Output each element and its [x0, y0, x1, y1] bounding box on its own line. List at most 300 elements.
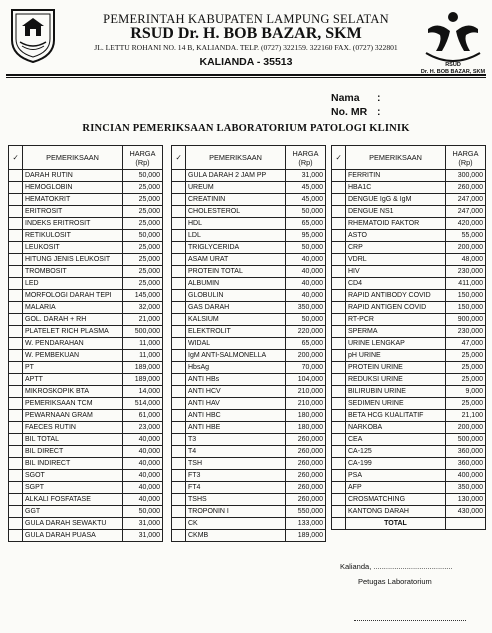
item-name: CKMB — [186, 530, 286, 542]
table-row — [172, 374, 326, 386]
item-name: CHOLESTEROL — [186, 206, 286, 218]
item-price: 21,000 — [123, 314, 163, 326]
item-price: 260,000 — [286, 470, 326, 482]
table-row — [9, 374, 163, 386]
item-name: LED — [23, 278, 123, 290]
check-cell[interactable] — [172, 170, 186, 182]
item-name: MALARIA — [23, 302, 123, 314]
table-row — [332, 194, 486, 206]
item-price: 260,000 — [286, 446, 326, 458]
item-header: PEMERIKSAAN — [23, 146, 123, 170]
item-price: 25,000 — [446, 398, 486, 410]
item-name: HDL — [186, 218, 286, 230]
table-row — [172, 446, 326, 458]
price-header-line1: HARGA — [452, 148, 479, 158]
item-price: 180,000 — [286, 422, 326, 434]
item-price: 50,000 — [123, 170, 163, 182]
check-cell[interactable] — [332, 254, 346, 266]
check-cell[interactable] — [9, 398, 23, 410]
item-price: 21,100 — [446, 410, 486, 422]
item-price: 40,000 — [123, 470, 163, 482]
check-cell[interactable] — [332, 278, 346, 290]
price-header-line2: (Rp) — [458, 157, 473, 167]
item-name: BIL TOTAL — [23, 434, 123, 446]
check-cell[interactable] — [172, 506, 186, 518]
check-cell[interactable] — [9, 230, 23, 242]
check-cell[interactable] — [172, 218, 186, 230]
item-price: 200,000 — [286, 350, 326, 362]
item-name: DENGUE IgG & IgM — [346, 194, 446, 206]
item-name: RAPID ANTIBODY COVID — [346, 290, 446, 302]
item-name: GOL. DARAH + RH — [23, 314, 123, 326]
item-price: 45,000 — [286, 182, 326, 194]
check-cell[interactable] — [332, 290, 346, 302]
item-price: 360,000 — [446, 458, 486, 470]
item-price: 50,000 — [286, 314, 326, 326]
item-price: 40,000 — [286, 266, 326, 278]
check-cell[interactable] — [332, 374, 346, 386]
item-price: 25,000 — [123, 278, 163, 290]
table-row — [332, 386, 486, 398]
item-price: 25,000 — [123, 206, 163, 218]
check-cell[interactable] — [172, 350, 186, 362]
table-row — [332, 362, 486, 374]
table-row — [332, 290, 486, 302]
table-row — [172, 290, 326, 302]
item-name: TSHS — [186, 494, 286, 506]
table-row — [9, 362, 163, 374]
table-row — [172, 206, 326, 218]
check-cell[interactable] — [172, 314, 186, 326]
check-cell[interactable] — [9, 314, 23, 326]
item-price: 247,000 — [446, 194, 486, 206]
table-row — [332, 242, 486, 254]
lab-table-2 — [171, 145, 326, 542]
check-cell[interactable] — [172, 206, 186, 218]
table-row — [9, 326, 163, 338]
item-price: 189,000 — [286, 530, 326, 542]
table-row — [332, 338, 486, 350]
item-name: GAS DARAH — [186, 302, 286, 314]
item-name: ERITROSIT — [23, 206, 123, 218]
item-name: RAPID ANTIGEN COVID — [346, 302, 446, 314]
table-row — [172, 482, 326, 494]
item-name: ALKALI FOSFATASE — [23, 494, 123, 506]
table-row — [332, 518, 486, 530]
check-cell[interactable] — [9, 410, 23, 422]
check-cell[interactable] — [172, 242, 186, 254]
check-cell[interactable] — [172, 362, 186, 374]
item-name: CA-199 — [346, 458, 446, 470]
check-cell[interactable] — [172, 494, 186, 506]
lab-table-3 — [331, 145, 486, 530]
check-cell[interactable] — [172, 458, 186, 470]
table-row — [9, 434, 163, 446]
check-cell[interactable] — [9, 338, 23, 350]
table-row — [172, 530, 326, 542]
table-row — [172, 194, 326, 206]
check-cell[interactable] — [172, 482, 186, 494]
check-cell[interactable] — [9, 422, 23, 434]
regency-seal-logo — [8, 6, 58, 64]
item-price: 31,000 — [286, 170, 326, 182]
item-name: CEA — [346, 434, 446, 446]
item-name: CD4 — [346, 278, 446, 290]
check-cell[interactable] — [332, 422, 346, 434]
table-row — [332, 446, 486, 458]
check-cell[interactable] — [332, 230, 346, 242]
check-cell[interactable] — [332, 398, 346, 410]
check-cell[interactable] — [9, 170, 23, 182]
item-price: 430,000 — [446, 506, 486, 518]
item-name: GULA DARAH 2 JAM PP — [186, 170, 286, 182]
item-name: CRP — [346, 242, 446, 254]
item-price: 11,000 — [123, 338, 163, 350]
item-name: PLATELET RICH PLASMA — [23, 326, 123, 338]
table-row — [332, 218, 486, 230]
table-row — [9, 314, 163, 326]
check-cell[interactable] — [9, 374, 23, 386]
check-cell[interactable] — [332, 314, 346, 326]
table-row — [9, 518, 163, 530]
check-cell[interactable] — [9, 242, 23, 254]
check-cell[interactable] — [332, 518, 346, 530]
item-name: TROPONIN I — [186, 506, 286, 518]
item-price: 40,000 — [123, 434, 163, 446]
hospital-name: RSUD Dr. H. BOB BAZAR, SKM — [130, 25, 362, 42]
table-row — [9, 218, 163, 230]
table-row — [332, 266, 486, 278]
check-cell[interactable] — [9, 254, 23, 266]
item-price: 25,000 — [123, 242, 163, 254]
table-row — [172, 410, 326, 422]
item-price: 260,000 — [286, 458, 326, 470]
check-cell[interactable] — [9, 206, 23, 218]
item-price: 47,000 — [446, 338, 486, 350]
table-row — [172, 422, 326, 434]
table-row — [172, 362, 326, 374]
table-row — [332, 206, 486, 218]
item-price: 25,000 — [123, 254, 163, 266]
item-price: 150,000 — [446, 290, 486, 302]
table-header-row — [9, 146, 163, 170]
table-row — [9, 242, 163, 254]
item-price: 350,000 — [446, 482, 486, 494]
check-cell[interactable] — [332, 206, 346, 218]
item-name: W. PEMBEKUAN — [23, 350, 123, 362]
table-row — [332, 494, 486, 506]
check-cell[interactable] — [332, 470, 346, 482]
table-row — [332, 302, 486, 314]
item-name: W. PENDARAHAN — [23, 338, 123, 350]
check-cell[interactable] — [332, 350, 346, 362]
item-name: CA-125 — [346, 446, 446, 458]
item-price: 40,000 — [123, 494, 163, 506]
check-cell[interactable] — [9, 458, 23, 470]
table-row — [9, 506, 163, 518]
table-row — [172, 386, 326, 398]
item-price: 25,000 — [446, 374, 486, 386]
item-name: KANTONG DARAH — [346, 506, 446, 518]
item-name: ANTI HBs — [186, 374, 286, 386]
item-price: 350,000 — [286, 302, 326, 314]
table-row — [9, 422, 163, 434]
check-cell[interactable] — [9, 530, 23, 542]
table-row — [9, 530, 163, 542]
price-header-line2: (Rp) — [298, 157, 313, 167]
check-cell[interactable] — [9, 446, 23, 458]
item-price: 25,000 — [123, 182, 163, 194]
table-row — [172, 398, 326, 410]
table-header-row — [332, 146, 486, 170]
check-cell[interactable] — [332, 458, 346, 470]
price-header-line1: HARGA — [292, 148, 319, 158]
item-price: 9,000 — [446, 386, 486, 398]
check-cell[interactable] — [9, 494, 23, 506]
item-name: SGPT — [23, 482, 123, 494]
item-name: ELEKTROLIT — [186, 326, 286, 338]
check-cell[interactable] — [332, 326, 346, 338]
table-row — [9, 470, 163, 482]
check-cell[interactable] — [9, 386, 23, 398]
nama-label: Nama — [331, 92, 360, 104]
price-header — [286, 146, 326, 170]
table-row — [172, 254, 326, 266]
check-cell[interactable] — [172, 254, 186, 266]
table-row — [172, 314, 326, 326]
item-name: T4 — [186, 446, 286, 458]
check-cell[interactable] — [9, 506, 23, 518]
check-cell[interactable] — [332, 182, 346, 194]
item-price: 50,000 — [286, 206, 326, 218]
item-price: 14,000 — [123, 386, 163, 398]
table-row — [332, 434, 486, 446]
document-title: RINCIAN PEMERIKSAAN LABORATORIUM PATOLOGI KLINIK — [82, 123, 410, 134]
table-row — [332, 278, 486, 290]
check-cell[interactable] — [332, 410, 346, 422]
check-cell[interactable] — [9, 470, 23, 482]
check-cell[interactable] — [9, 194, 23, 206]
item-price: 247,000 — [446, 206, 486, 218]
hospital-logo-label: RSUD Dr. H. BOB BAZAR, SKM — [420, 62, 486, 75]
lab-table-1 — [8, 145, 163, 542]
item-price: 133,000 — [286, 518, 326, 530]
table-row — [332, 470, 486, 482]
item-name: HEMATOKRIT — [23, 194, 123, 206]
item-price: 104,000 — [286, 374, 326, 386]
item-price: 260,000 — [446, 182, 486, 194]
table-row — [9, 398, 163, 410]
check-cell[interactable] — [332, 242, 346, 254]
check-cell[interactable] — [9, 182, 23, 194]
check-cell[interactable] — [332, 506, 346, 518]
item-price: 25,000 — [123, 194, 163, 206]
check-cell[interactable] — [172, 374, 186, 386]
check-cell[interactable] — [332, 494, 346, 506]
item-name: BILIRUBIN URINE — [346, 386, 446, 398]
check-cell[interactable] — [172, 302, 186, 314]
check-cell[interactable] — [332, 434, 346, 446]
item-name: T3 — [186, 434, 286, 446]
table-row — [332, 374, 486, 386]
item-name: CK — [186, 518, 286, 530]
item-name: VDRL — [346, 254, 446, 266]
table-row — [332, 182, 486, 194]
check-cell[interactable] — [9, 218, 23, 230]
check-cell[interactable] — [9, 434, 23, 446]
item-price: 210,000 — [286, 398, 326, 410]
check-cell[interactable] — [172, 338, 186, 350]
table-row — [9, 254, 163, 266]
item-name: RT-PCR — [346, 314, 446, 326]
item-name: ANTI HBC — [186, 410, 286, 422]
item-name: TRIGLYCERIDA — [186, 242, 286, 254]
item-price: 50,000 — [123, 230, 163, 242]
table-row — [172, 458, 326, 470]
check-cell[interactable] — [172, 422, 186, 434]
item-name: HITUNG JENIS LEUKOSIT — [23, 254, 123, 266]
item-price: 31,000 — [123, 530, 163, 542]
signature-line — [354, 620, 466, 621]
hospital-address: JL. LETTU ROHANI NO. 14 B, KALIANDA. TELP. (0727) 322159. 322160 FAX. (0727) 322801 — [94, 43, 398, 52]
check-cell[interactable] — [172, 470, 186, 482]
check-cell[interactable] — [332, 482, 346, 494]
table-row — [332, 410, 486, 422]
item-name: PROTEIN URINE — [346, 362, 446, 374]
item-name: PT — [23, 362, 123, 374]
item-price: 230,000 — [446, 266, 486, 278]
check-cell[interactable] — [9, 482, 23, 494]
item-price: 50,000 — [123, 506, 163, 518]
table-row — [332, 314, 486, 326]
check-cell[interactable] — [172, 182, 186, 194]
item-price: 210,000 — [286, 386, 326, 398]
table-row — [172, 338, 326, 350]
table-row — [172, 494, 326, 506]
item-price: 500,000 — [446, 434, 486, 446]
table-row — [9, 446, 163, 458]
item-name: TSH — [186, 458, 286, 470]
table-row — [332, 350, 486, 362]
table-row — [172, 170, 326, 182]
check-cell[interactable] — [172, 518, 186, 530]
check-cell[interactable] — [9, 302, 23, 314]
item-name: CREATININ — [186, 194, 286, 206]
check-cell[interactable] — [9, 518, 23, 530]
check-cell[interactable] — [9, 350, 23, 362]
item-name: APTT — [23, 374, 123, 386]
item-name: HBA1C — [346, 182, 446, 194]
check-cell[interactable] — [172, 290, 186, 302]
item-name: ASAM URAT — [186, 254, 286, 266]
item-price: 40,000 — [286, 254, 326, 266]
item-price: 65,000 — [286, 218, 326, 230]
item-name: PSA — [346, 470, 446, 482]
item-name: NARKOBA — [346, 422, 446, 434]
check-cell[interactable] — [172, 194, 186, 206]
check-cell[interactable] — [332, 194, 346, 206]
table-row — [9, 350, 163, 362]
check-cell[interactable] — [172, 266, 186, 278]
check-cell[interactable] — [332, 266, 346, 278]
check-cell[interactable] — [172, 230, 186, 242]
item-name: CROSMATCHING — [346, 494, 446, 506]
check-cell[interactable] — [332, 386, 346, 398]
check-cell[interactable] — [9, 326, 23, 338]
item-price: 11,000 — [123, 350, 163, 362]
item-name: BIL DIRECT — [23, 446, 123, 458]
check-cell[interactable] — [172, 326, 186, 338]
table-row — [172, 278, 326, 290]
table-row — [9, 386, 163, 398]
nama-colon: : — [377, 92, 381, 104]
check-cell[interactable] — [332, 170, 346, 182]
item-price: 220,000 — [286, 326, 326, 338]
item-name: SPERMA — [346, 326, 446, 338]
total-value — [446, 518, 486, 530]
item-price: 40,000 — [123, 446, 163, 458]
table-header-row — [172, 146, 326, 170]
item-price: 420,000 — [446, 218, 486, 230]
check-cell[interactable] — [172, 410, 186, 422]
header-rule-thick — [6, 74, 486, 76]
table-row — [9, 338, 163, 350]
check-cell[interactable] — [332, 302, 346, 314]
table-row — [332, 254, 486, 266]
item-name: ANTI HAV — [186, 398, 286, 410]
table-row — [9, 194, 163, 206]
check-cell[interactable] — [9, 278, 23, 290]
item-price: 514,000 — [123, 398, 163, 410]
item-price: 70,000 — [286, 362, 326, 374]
header-rule-thin — [6, 77, 486, 78]
item-price: 32,000 — [123, 302, 163, 314]
check-cell[interactable] — [332, 218, 346, 230]
table-row — [9, 458, 163, 470]
table-row — [332, 482, 486, 494]
table-row — [332, 170, 486, 182]
item-name: BETA HCG KUALITATIF — [346, 410, 446, 422]
item-price: 61,000 — [123, 410, 163, 422]
item-price: 150,000 — [446, 302, 486, 314]
check-cell[interactable] — [172, 434, 186, 446]
check-cell[interactable] — [9, 290, 23, 302]
check-cell[interactable] — [9, 362, 23, 374]
item-name: FT3 — [186, 470, 286, 482]
check-cell[interactable] — [332, 338, 346, 350]
check-cell[interactable] — [172, 386, 186, 398]
table-row — [172, 434, 326, 446]
check-header: ✓ — [332, 146, 346, 170]
item-price: 411,000 — [446, 278, 486, 290]
check-cell[interactable] — [332, 362, 346, 374]
item-price: 48,000 — [446, 254, 486, 266]
check-cell[interactable] — [172, 530, 186, 542]
table-row — [9, 170, 163, 182]
item-price: 200,000 — [446, 422, 486, 434]
item-name: IgM ANTI-SALMONELLA — [186, 350, 286, 362]
item-name: ANTI HBE — [186, 422, 286, 434]
item-name: ASTO — [346, 230, 446, 242]
check-cell[interactable] — [172, 446, 186, 458]
check-cell[interactable] — [332, 446, 346, 458]
item-name: AFP — [346, 482, 446, 494]
officer-label: Petugas Laboratorium — [358, 577, 432, 586]
check-cell[interactable] — [172, 278, 186, 290]
check-cell[interactable] — [9, 266, 23, 278]
table-row — [332, 230, 486, 242]
check-cell[interactable] — [172, 398, 186, 410]
